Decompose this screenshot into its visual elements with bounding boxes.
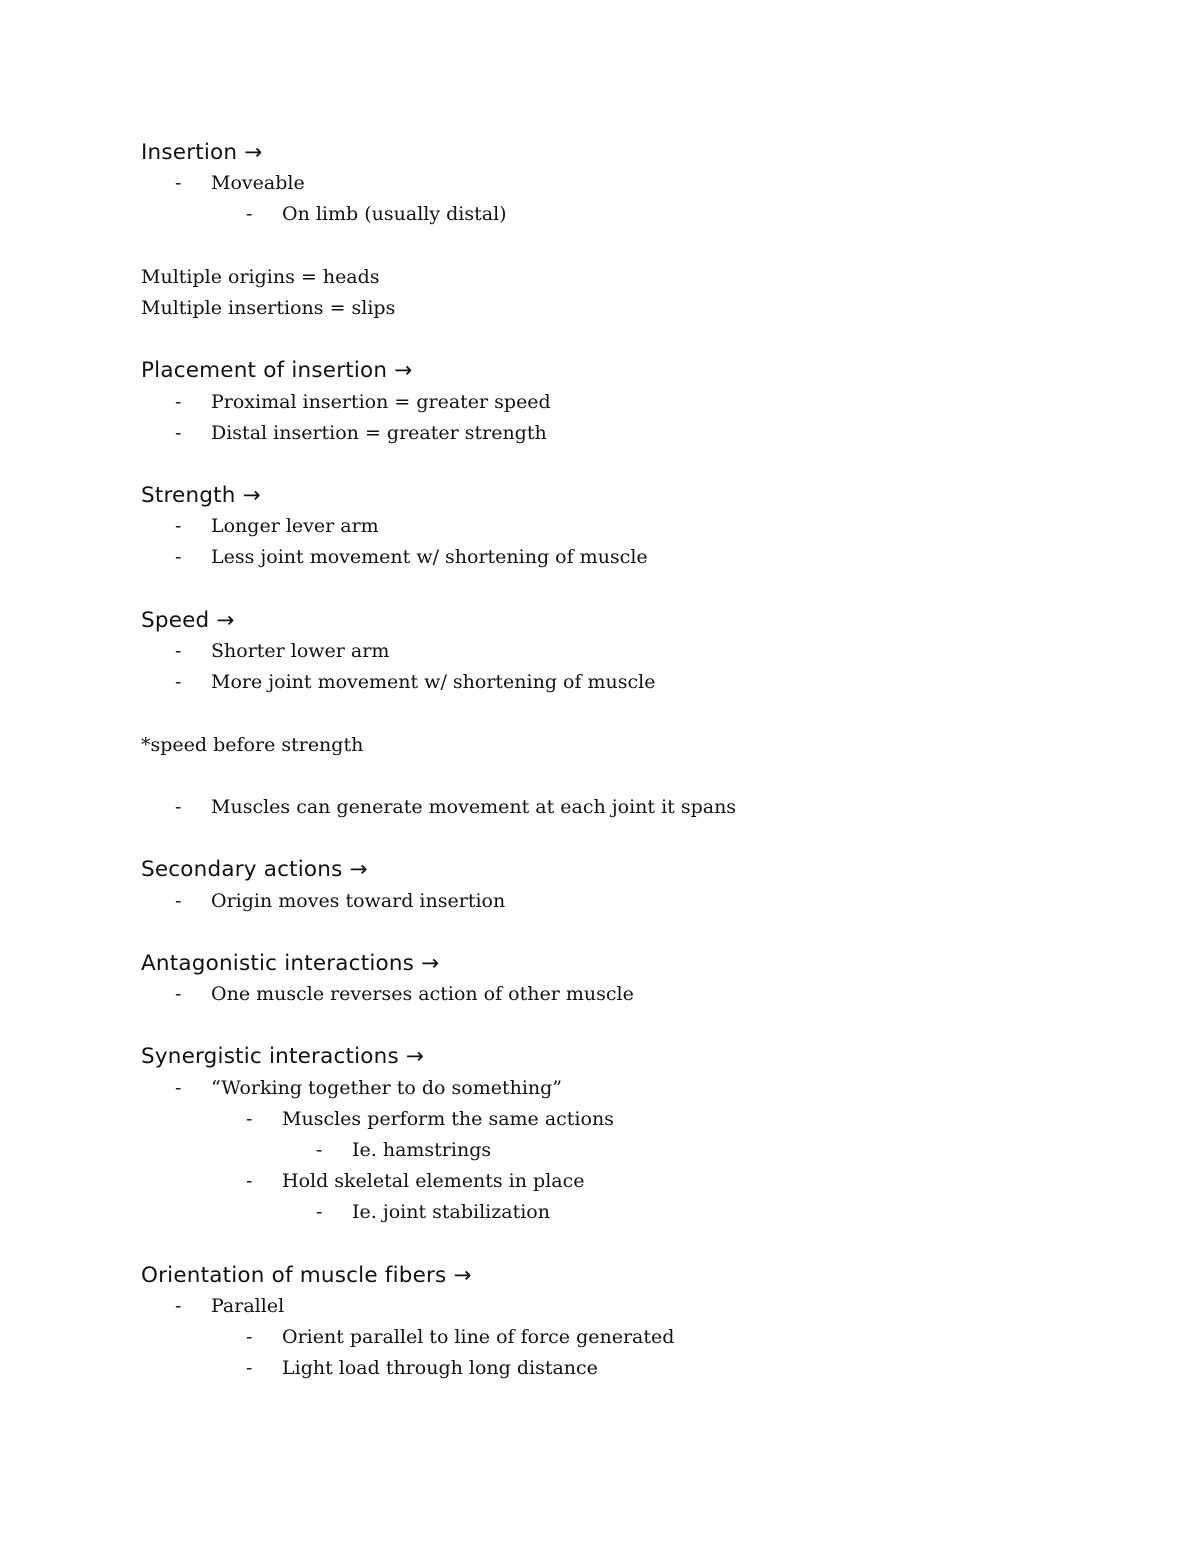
- dash-bullet-icon: -: [175, 671, 182, 694]
- blank-line: [141, 1010, 1101, 1041]
- dash-bullet-icon: -: [246, 1326, 253, 1349]
- bullet-item-level-1: [141, 1073, 1101, 1104]
- bullet-text: On limb (usually distal): [282, 203, 507, 226]
- paragraph-line: Multiple insertions = slips: [141, 296, 396, 319]
- bullet-item-level-1: [141, 511, 1101, 542]
- bullet-text: Distal insertion = greater strength: [211, 421, 547, 444]
- dash-bullet-icon: -: [175, 515, 182, 538]
- bullet-item-level-3: [141, 1197, 1101, 1228]
- bullet-text: Shorter lower arm: [211, 640, 390, 662]
- bullet-item-level-1: [141, 1291, 1101, 1322]
- document-page: [141, 137, 1101, 1385]
- bullet-text: Less joint movement w/ shortening of muscle: [211, 546, 648, 569]
- dash-bullet-icon: -: [175, 889, 182, 912]
- bullet-text: Hold skeletal elements in place: [282, 1170, 585, 1193]
- bullet-text: Muscles perform the same actions: [282, 1107, 614, 1130]
- bullet-text: Orient parallel to line of force generated: [282, 1326, 675, 1349]
- dash-bullet-icon: -: [175, 1294, 182, 1317]
- bullet-text: Moveable: [211, 172, 305, 195]
- blank-line: [141, 823, 1101, 854]
- section-heading: Placement of insertion →: [141, 358, 413, 384]
- bullet-item-level-1: [141, 792, 1101, 823]
- bullet-item-level-2: [141, 1166, 1101, 1197]
- dash-bullet-icon: -: [246, 203, 253, 226]
- paragraph-line: Multiple origins = heads: [141, 265, 380, 288]
- bullet-item-level-1: [141, 418, 1101, 449]
- bullet-item-level-1: [141, 636, 1101, 667]
- section-heading: Antagonistic interactions →: [141, 950, 440, 976]
- blank-line: [141, 1229, 1101, 1260]
- section-heading: Secondary actions →: [141, 857, 368, 883]
- bullet-item-level-2: [141, 1322, 1101, 1353]
- bullet-text: Longer lever arm: [211, 515, 379, 538]
- section-heading: Insertion →: [141, 140, 263, 165]
- bullet-text: More joint movement w/ shortening of muscle: [211, 671, 656, 694]
- bullet-item-level-1: [141, 886, 1101, 917]
- dash-bullet-icon: -: [316, 1201, 323, 1224]
- bullet-item-level-2: [141, 1104, 1101, 1135]
- dash-bullet-icon: -: [175, 795, 182, 818]
- bullet-item-level-1: [141, 168, 1101, 199]
- bullet-text: Ie. joint stabilization: [352, 1201, 550, 1224]
- dash-bullet-icon: -: [175, 172, 182, 195]
- bullet-item-level-1: [141, 387, 1101, 418]
- bullet-item-level-1: [141, 667, 1101, 698]
- dash-bullet-icon: -: [175, 640, 182, 662]
- bullet-item-level-1: [141, 542, 1101, 573]
- bullet-item-level-3: [141, 1135, 1101, 1166]
- bullet-text: Origin moves toward insertion: [211, 889, 506, 912]
- blank-line: [141, 698, 1101, 729]
- dash-bullet-icon: -: [316, 1139, 323, 1161]
- bullet-item-level-1: [141, 979, 1101, 1010]
- blank-line: [141, 324, 1101, 355]
- dash-bullet-icon: -: [246, 1357, 253, 1380]
- section-heading: Strength →: [141, 483, 261, 509]
- blank-line: [141, 917, 1101, 948]
- bullet-text: “Working together to do something”: [211, 1076, 563, 1099]
- dash-bullet-icon: -: [175, 983, 182, 1006]
- dash-bullet-icon: -: [175, 1076, 182, 1099]
- bullet-text: Ie. hamstrings: [352, 1139, 492, 1161]
- dash-bullet-icon: -: [175, 390, 182, 413]
- section-heading: Synergistic interactions →: [141, 1044, 425, 1070]
- blank-line: [141, 574, 1101, 605]
- bullet-text: One muscle reverses action of other muscle: [211, 983, 634, 1006]
- dash-bullet-icon: -: [175, 546, 182, 569]
- bullet-text: Parallel: [211, 1294, 285, 1317]
- bullet-text: Proximal insertion = greater speed: [211, 390, 551, 413]
- dash-bullet-icon: -: [175, 421, 182, 444]
- bullet-text: Muscles can generate movement at each joint it spans: [211, 795, 737, 818]
- bullet-item-level-2: [141, 1353, 1101, 1384]
- blank-line: [141, 761, 1101, 792]
- section-heading: Orientation of muscle fibers →: [141, 1262, 472, 1288]
- blank-line: [141, 449, 1101, 480]
- paragraph-line: *speed before strength: [141, 733, 364, 756]
- bullet-text: Light load through long distance: [282, 1357, 598, 1380]
- bullet-item-level-2: [141, 199, 1101, 230]
- blank-line: [141, 231, 1101, 262]
- section-heading: Speed →: [141, 607, 235, 633]
- dash-bullet-icon: -: [246, 1170, 253, 1193]
- dash-bullet-icon: -: [246, 1107, 253, 1130]
